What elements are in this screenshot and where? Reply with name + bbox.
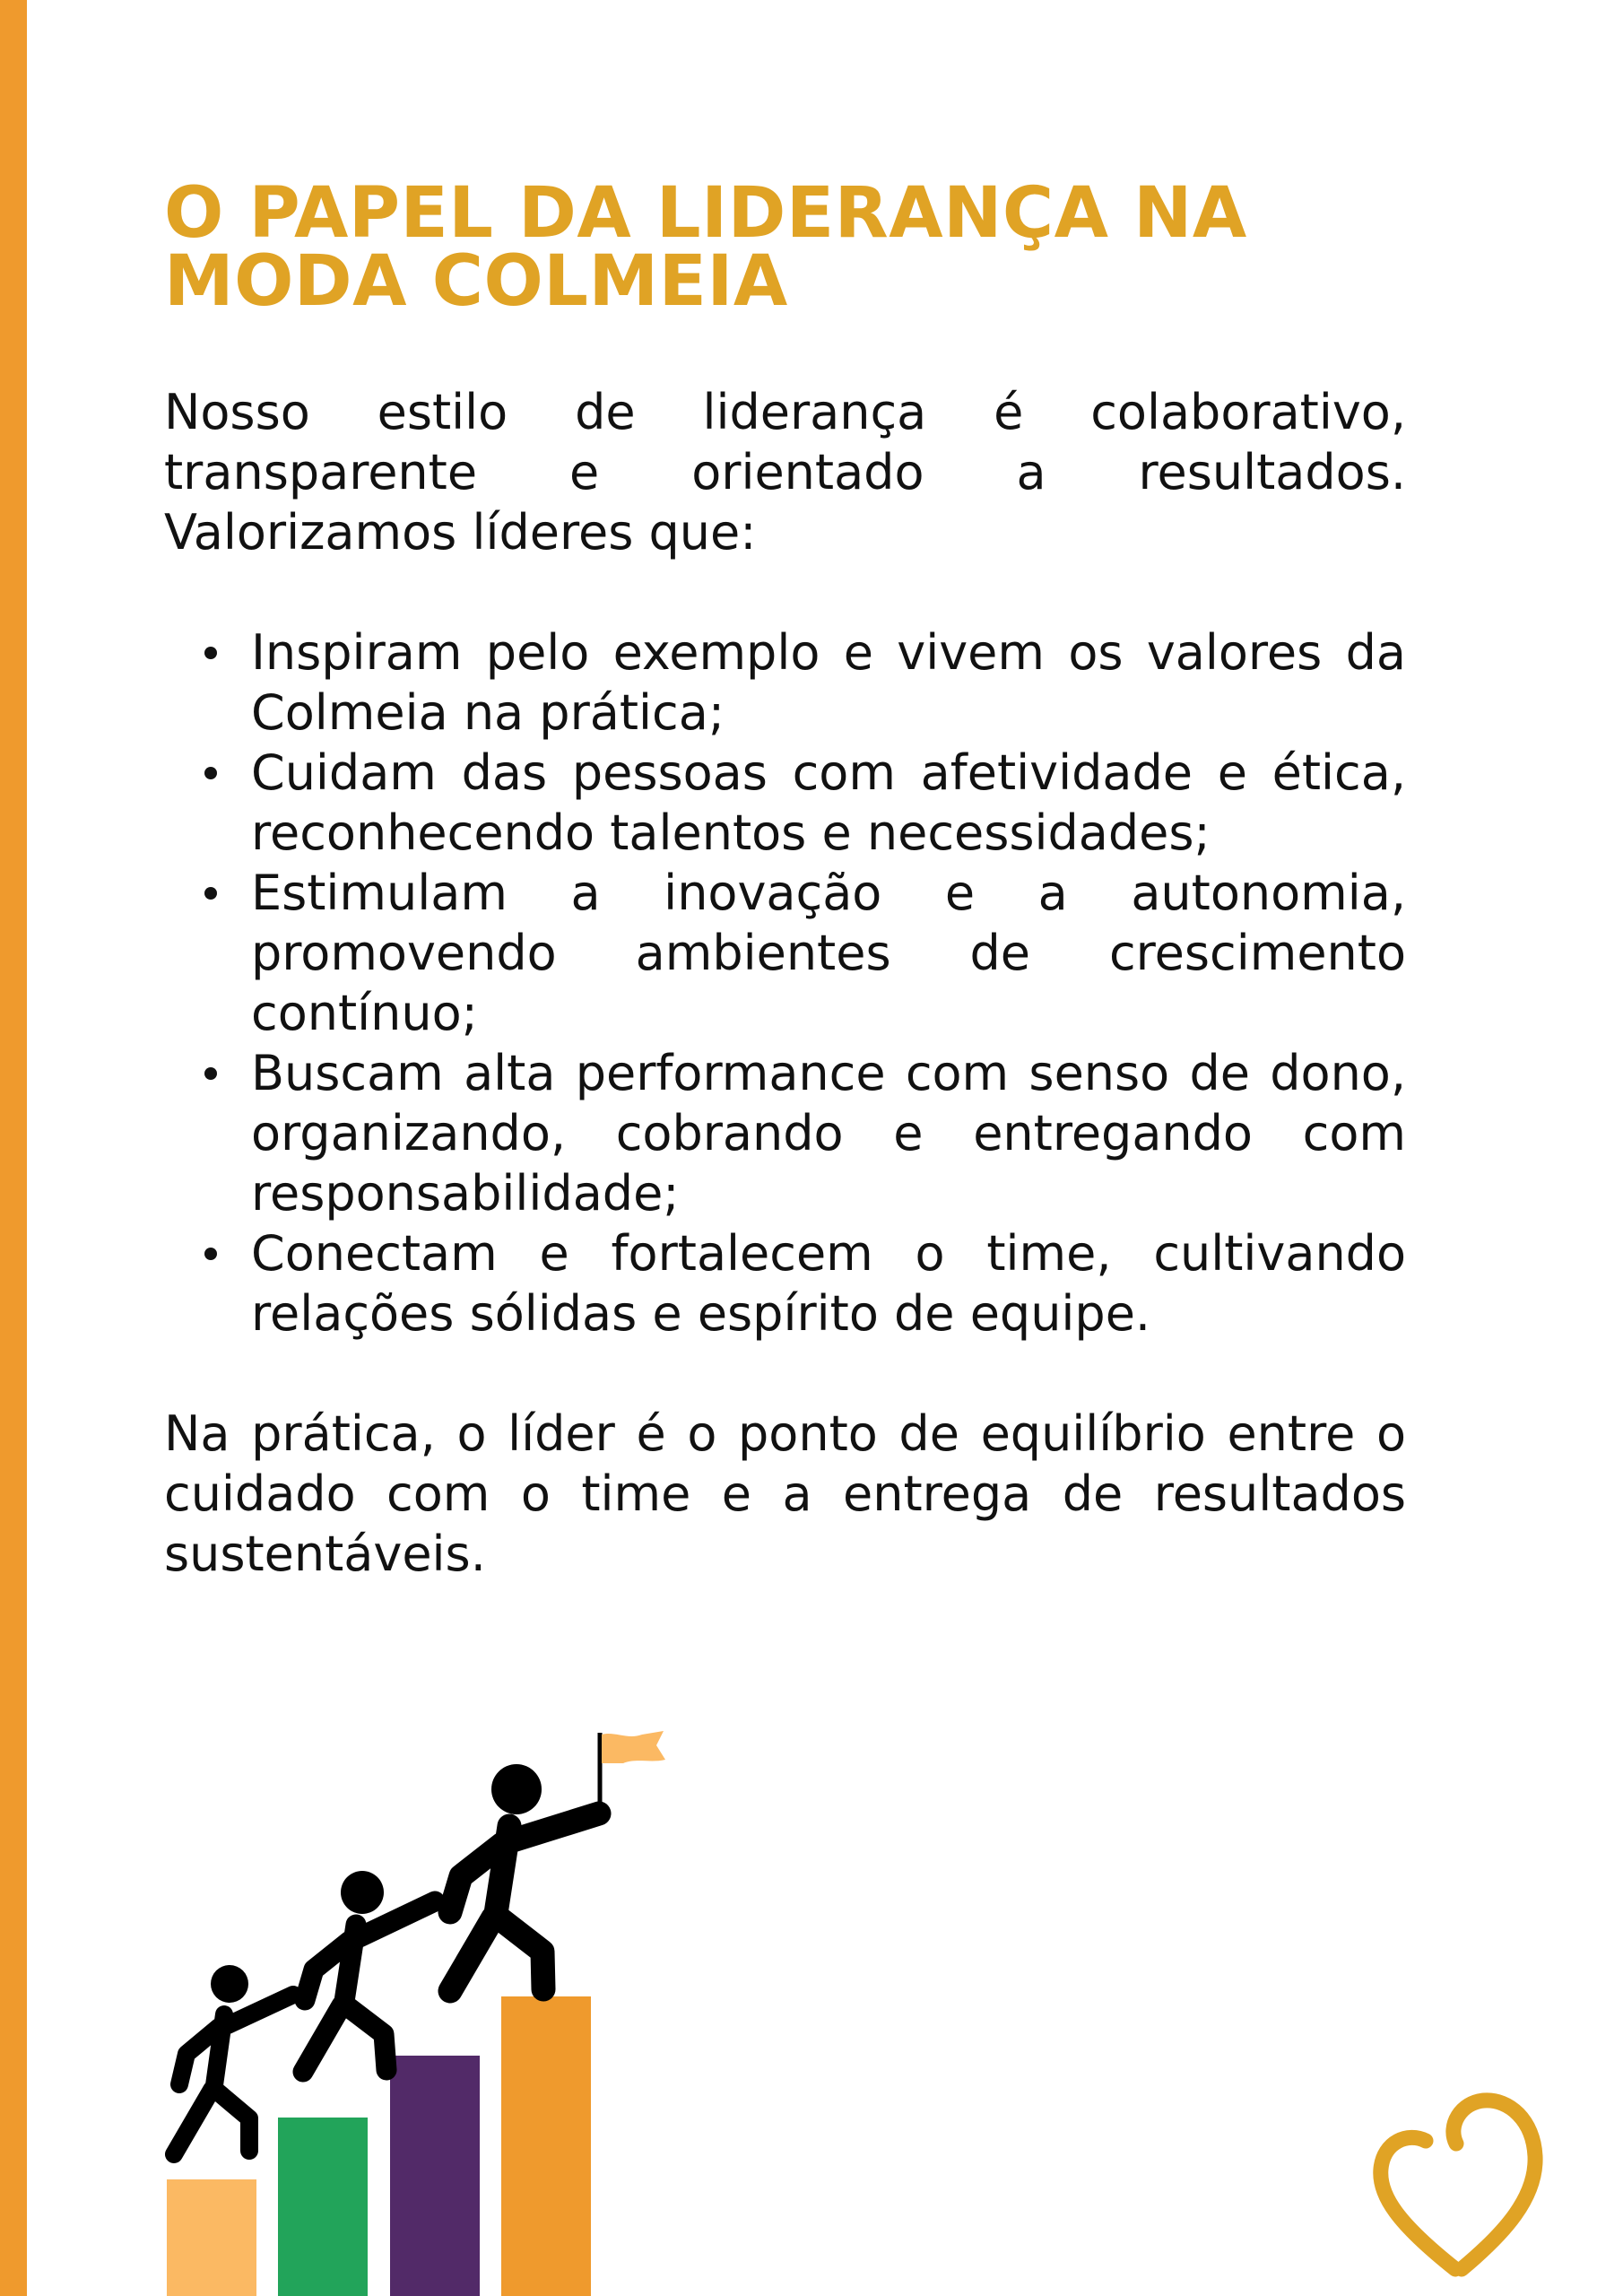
page-title-line-1: O PAPEL DA LIDERANÇA NA <box>164 173 1247 254</box>
climber-middle-icon <box>303 1871 435 2072</box>
step-2 <box>278 2118 368 2296</box>
list-item: Buscam alta performance com senso de dono, organizando, cobrando e entregando com responsabilidade; <box>251 1045 1406 1222</box>
step-1 <box>167 2179 256 2296</box>
leader-qualities-list <box>164 622 1406 1344</box>
flag-icon <box>602 1731 665 1763</box>
climber-leader-icon <box>450 1764 599 1991</box>
step-4 <box>501 1996 591 2296</box>
page-title <box>164 173 1437 322</box>
side-accent-bar <box>0 0 27 2296</box>
body-content <box>164 382 1406 1584</box>
heart-logo-icon <box>1370 2090 1548 2278</box>
list-item: Conectam e fortalecem o time, cultivando relações sólidas e espírito de equipe. <box>251 1225 1406 1342</box>
list-item: Inspiram pelo exemplo e vivem os valores da Colmeia na prática; <box>251 624 1406 741</box>
intro-paragraph: Nosso estilo de liderança é colaborativo, transparente e orientado a resultados. Valorizamos líderes que: <box>164 384 1406 561</box>
step-3 <box>390 2056 480 2296</box>
list-item: Estimulam a inovação e a autonomia, promovendo ambientes de crescimento contínuo; <box>251 865 1406 1041</box>
list-item: Cuidam das pessoas com afetividade e ética, reconhecendo talentos e necessidades; <box>251 744 1406 861</box>
closing-paragraph: Na prática, o líder é o ponto de equilíbrio entre o cuidado com o time e a entrega de resultados sustentáveis. <box>164 1405 1406 1582</box>
leadership-climb-illustration <box>161 1722 690 2296</box>
page-title-line-2: MODA COLMEIA <box>164 241 788 322</box>
climber-small-icon <box>174 1965 293 2154</box>
